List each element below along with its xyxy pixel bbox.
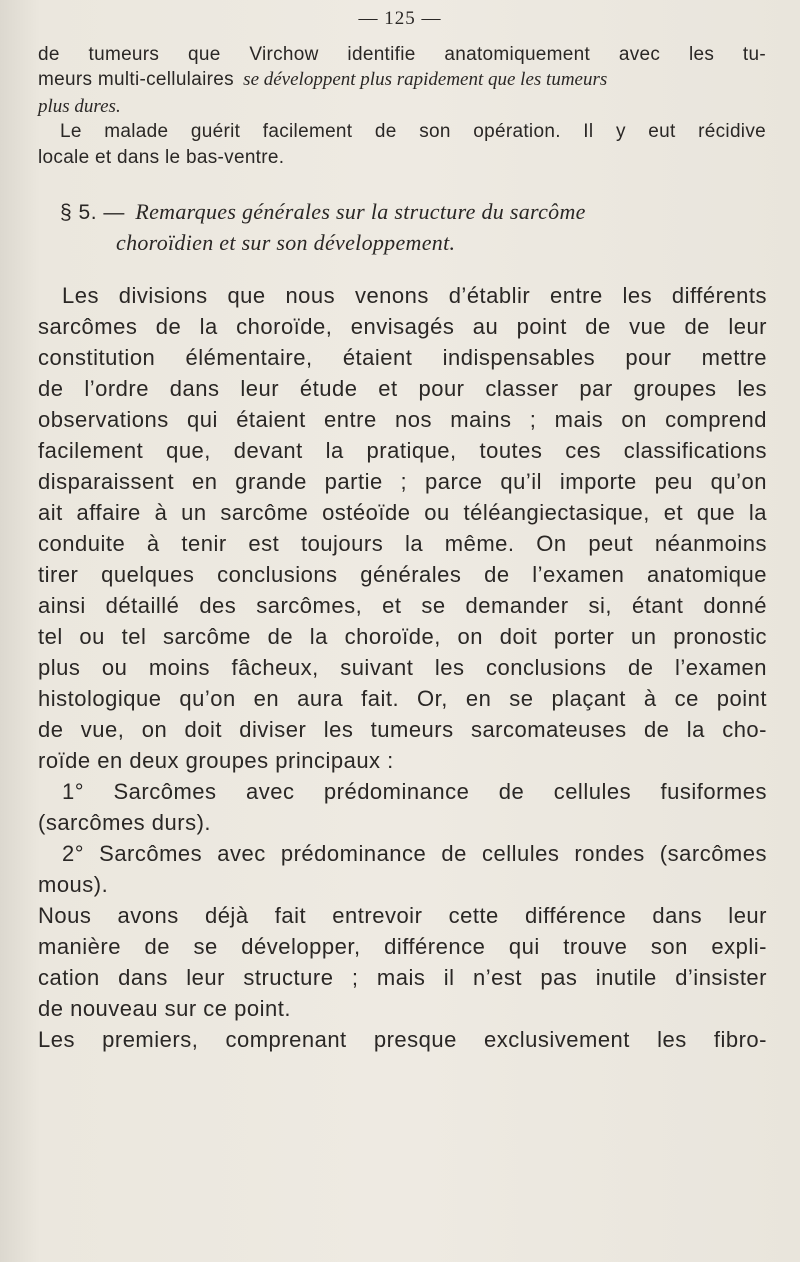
body-line-7: disparaissent en grande partie ; parce qu’il importe peu qu’on <box>38 469 767 494</box>
closing-line-2: manière de se développer, différence qui trouve son expli- <box>38 934 767 959</box>
body-line-2: sarcômes de la choroïde, envisagés au point de vue de leur <box>38 314 767 339</box>
paragraph-2-line-2: locale et dans le bas-ventre. <box>38 147 285 168</box>
section-heading-line-1 <box>60 199 586 225</box>
section-number: § 5. — <box>60 201 125 224</box>
page-number: — 125 — <box>358 8 442 29</box>
body-line-3: constitution élémentaire, étaient indispensables pour mettre <box>38 345 767 370</box>
section-title-part-2: choroïdien et sur son développement. <box>116 230 456 255</box>
body-line-14: histologique qu’on en aura fait. Or, en se plaçant à ce point <box>38 686 767 711</box>
list-item-2-line-2: mous). <box>38 872 109 897</box>
list-item-1-line-1: 1° Sarcômes avec prédominance de cellules fusiformes <box>62 779 767 804</box>
list-item-2-line-1: 2° Sarcômes avec prédominance de cellules rondes (sarcômes <box>62 841 767 866</box>
body-line-13: plus ou moins fâcheux, suivant les conclusions de l’examen <box>38 655 767 680</box>
closing-line-5: Les premiers, comprenant presque exclusivement les fibro- <box>38 1027 767 1052</box>
body-line-4: de l’ordre dans leur étude et pour classer par groupes les <box>38 376 767 401</box>
paragraph-1-line-1: de tumeurs que Virchow identifie anatomiquement avec les tu- <box>38 44 766 65</box>
closing-line-1: Nous avons déjà fait entrevoir cette différence dans leur <box>38 903 767 928</box>
body-line-1: Les divisions que nous venons d’établir entre les différents <box>62 283 767 308</box>
body-line-9: conduite à tenir est toujours la même. On peut néanmoins <box>38 531 767 556</box>
body-line-12: tel ou tel sarcôme de la choroïde, on doit porter un pronostic <box>38 624 767 649</box>
body-line-8: ait affaire à un sarcôme ostéoïde ou téléangiectasique, et que la <box>38 500 767 525</box>
section-title-part-1: Remarques générales sur la structure du sarcôme <box>135 199 586 224</box>
paragraph-1-line-2-italic: se développent plus rapidement que les tumeurs <box>243 69 608 90</box>
body-line-5: observations qui étaient entre nos mains ; mais on comprend <box>38 407 767 432</box>
paragraph-1-line-2-roman: meurs multi-cellulaires <box>38 69 234 90</box>
list-item-1-line-2: (sarcômes durs). <box>38 810 212 835</box>
body-line-6: facilement que, devant la pratique, toutes ces classifications <box>38 438 767 463</box>
paragraph-1-line-2 <box>38 69 766 91</box>
body-line-16: roïde en deux groupes principaux : <box>38 748 394 773</box>
paragraph-2-line-1: Le malade guérit facilement de son opération. Il y eut récidive <box>60 121 766 142</box>
body-line-11: ainsi détaillé des sarcômes, et se demander si, étant donné <box>38 593 767 618</box>
paragraph-1-line-3: plus dures. <box>38 96 121 117</box>
closing-line-4: de nouveau sur ce point. <box>38 996 291 1021</box>
closing-line-3: cation dans leur structure ; mais il n’est pas inutile d’insister <box>38 965 767 990</box>
body-line-10: tirer quelques conclusions générales de l’examen anatomique <box>38 562 767 587</box>
body-line-15: de vue, on doit diviser les tumeurs sarcomateuses de la cho- <box>38 717 767 742</box>
